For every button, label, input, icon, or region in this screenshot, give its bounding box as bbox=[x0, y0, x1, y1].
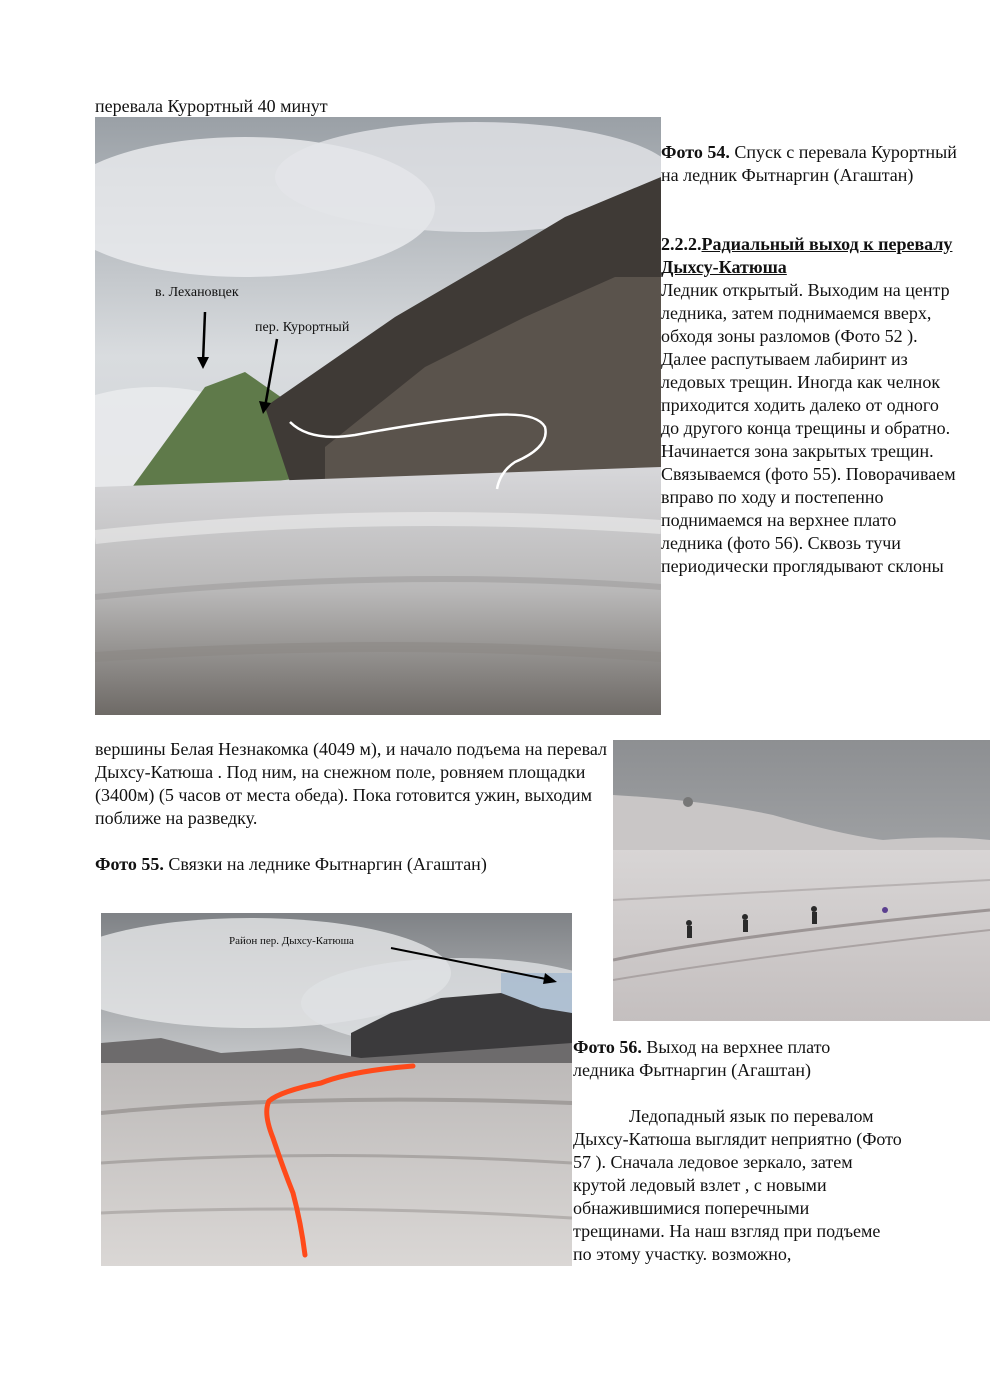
caption-55 bbox=[95, 853, 607, 876]
caption-56-number: Фото 56. bbox=[573, 1037, 642, 1057]
paragraph-bottom: Ледопадный язык по перевалом Дыхсу-Катюша выглядит неприятно (Фото 57 ). Сначала ледовое зеркало, затем крутой ледовый взлет , с новыми обнажившимися поперечными трещинами. На наш взгляд при подъеме по этому участку. возможно, bbox=[573, 1106, 902, 1264]
section-heading bbox=[661, 233, 976, 279]
photo-57 bbox=[101, 913, 572, 1266]
photo-54 bbox=[95, 117, 661, 715]
top-line: перевала Курортный 40 минут bbox=[95, 96, 328, 116]
caption-55-number: Фото 55. bbox=[95, 854, 164, 874]
caption-54-text: Спуск с перевала Курортный на ледник Фытнаргин (Агаштан) bbox=[661, 142, 957, 185]
label-area: Район пер. Дыхсу-Катюша bbox=[229, 935, 354, 947]
label-peak: в. Лехановцек bbox=[155, 285, 239, 300]
section-heading-title: Радиальный выход к перевалу Дыхсу-Катюша bbox=[661, 234, 953, 277]
label-pass: пер. Курортный bbox=[255, 320, 350, 335]
photo-55 bbox=[613, 740, 990, 1021]
paragraph-right: Ледник открытый. Выходим на центр ледника, затем поднимаемся вверх, обходя зоны разломов (Фото 52 ). Далее распутываем лабиринт из ледовых трещин. Иногда как челнок приходится ходить далеко от одного до другого конца трещины и обратно. Начинается зона закрытых трещин. Связываемся (фото 55). Поворачиваем вправо по ходу и постепенно поднимаемся на верхнее плато ледника (фото 56). Сквозь тучи периодически проглядывают склоны bbox=[661, 280, 956, 576]
caption-55-text: Связки на леднике Фытнаргин (Агаштан) bbox=[163, 854, 487, 874]
caption-56 bbox=[573, 1036, 873, 1082]
paragraph-left: вершины Белая Незнакомка (4049 м), и начало подъема на перевал Дыхсу-Катюша . Под ним, на снежном поле, ровняем площадки (3400м) (5 часов от места обеда). Пока готовится ужин, выходим поближе на разведку. bbox=[95, 739, 608, 828]
caption-56-text: Выход на верхнее плато ледника Фытнаргин (Агаштан) bbox=[573, 1037, 831, 1080]
section-heading-number: 2.2.2. bbox=[661, 234, 702, 254]
caption-54 bbox=[661, 141, 961, 187]
caption-54-number: Фото 54. bbox=[661, 142, 730, 162]
